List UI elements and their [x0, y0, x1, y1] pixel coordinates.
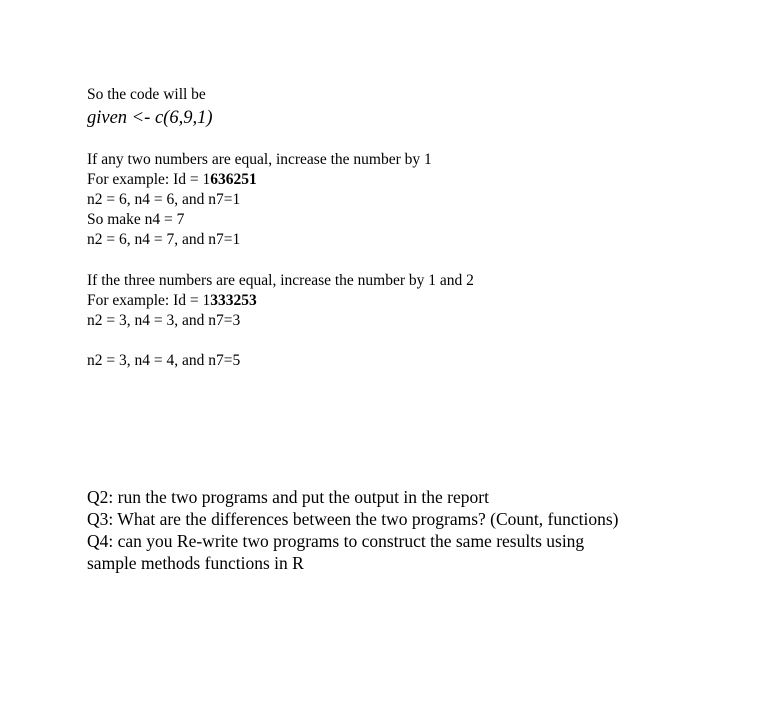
- rule-two-equal-values-before: n2 = 6, n4 = 6, and n7=1: [87, 191, 241, 208]
- example-id-bold: 333253: [210, 292, 257, 309]
- question-q3: Q3: What are the differences between the two programs? (Count, functions): [87, 509, 619, 529]
- example-id-bold: 636251: [210, 171, 257, 188]
- question-q2: Q2: run the two programs and put the output in the report: [87, 487, 489, 507]
- rule-two-equal-adjust: So make n4 = 7: [87, 211, 185, 228]
- rule-three-equal-values-after: n2 = 3, n4 = 4, and n7=5: [87, 352, 241, 369]
- rule-two-equal-example: [87, 170, 257, 190]
- intro-text: So the code will be: [87, 86, 206, 103]
- rule-three-equal-values-before: n2 = 3, n4 = 3, and n7=3: [87, 312, 241, 329]
- rule-three-equal-example: [87, 291, 257, 311]
- rule-two-equal-values-after: n2 = 6, n4 = 7, and n7=1: [87, 231, 241, 248]
- example-prefix: For example: Id = 1: [87, 292, 211, 309]
- code-line: given <- c(6,9,1): [87, 108, 213, 128]
- question-q4-line2: sample methods functions in R: [87, 553, 304, 573]
- example-prefix: For example: Id = 1: [87, 171, 211, 188]
- rule-three-equal-heading: If the three numbers are equal, increase the number by 1 and 2: [87, 272, 474, 289]
- question-q4-line1: Q4: can you Re-write two programs to construct the same results using: [87, 531, 585, 551]
- rule-two-equal-heading: If any two numbers are equal, increase the number by 1: [87, 151, 432, 168]
